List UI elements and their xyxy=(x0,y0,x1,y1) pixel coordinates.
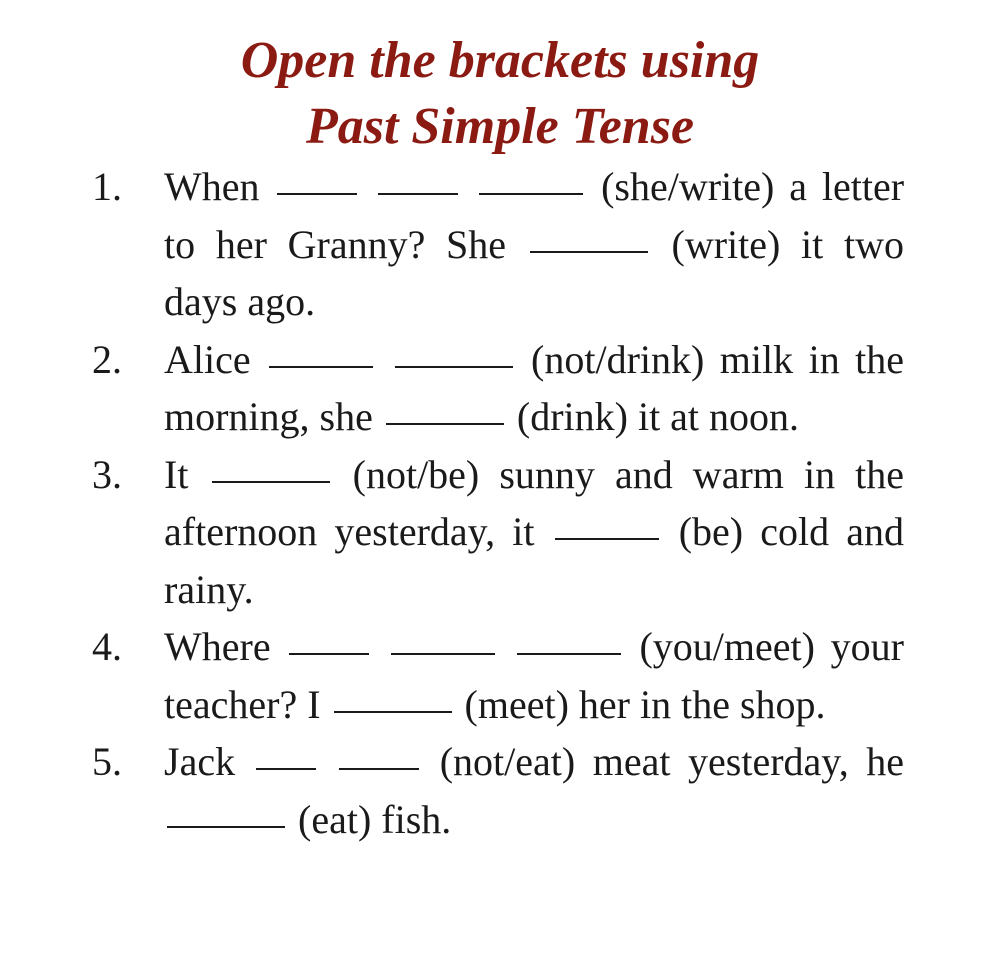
answer-blank[interactable] xyxy=(378,193,458,195)
answer-blank[interactable] xyxy=(517,653,621,655)
exercise-item-4 xyxy=(92,618,904,733)
item-text-segment: (not/be) sunny and warm in the afternoon yesterday, it xyxy=(164,451,905,554)
item-number: 2. xyxy=(92,336,122,382)
answer-blank[interactable] xyxy=(479,193,583,195)
exercise-list xyxy=(92,158,904,848)
exercise-item-1 xyxy=(92,158,904,331)
item-number: 1. xyxy=(92,164,122,209)
item-text-segment: (you/meet) your teacher? I xyxy=(164,624,904,727)
answer-blank[interactable] xyxy=(395,366,513,368)
item-text-segment: (meet) her in the shop. xyxy=(464,681,826,727)
item-text-segment: (she/write) a letter to her Granny? She xyxy=(164,164,905,267)
answer-blank[interactable] xyxy=(212,481,330,483)
exercise-item-3 xyxy=(92,446,904,619)
item-text-segment: (be) cold and rainy. xyxy=(164,509,905,612)
item-text-segment: (not/drink) milk in the morning, she xyxy=(164,336,905,439)
exercise-item-5 xyxy=(92,733,904,848)
answer-blank[interactable] xyxy=(530,251,648,253)
item-text-segment: Alice xyxy=(164,336,251,382)
item-text-segment: It xyxy=(164,451,189,497)
item-text-segment: (eat) fish. xyxy=(298,796,452,842)
title-line-2: Past Simple Tense xyxy=(305,98,695,155)
item-number: 3. xyxy=(92,451,122,497)
worksheet-title xyxy=(0,28,1000,160)
item-number: 4. xyxy=(92,624,122,669)
title-line-1: Open the brackets using xyxy=(240,32,760,89)
answer-blank[interactable] xyxy=(334,711,452,713)
item-text-segment: When xyxy=(164,164,260,209)
answer-blank[interactable] xyxy=(289,653,369,655)
item-text-segment: Where xyxy=(164,624,271,669)
item-text-segment: (write) it two days ago. xyxy=(164,221,904,324)
answer-blank[interactable] xyxy=(555,538,659,540)
answer-blank[interactable] xyxy=(167,826,285,828)
answer-blank[interactable] xyxy=(386,423,504,425)
item-number: 5. xyxy=(92,739,122,784)
answer-blank[interactable] xyxy=(269,366,373,368)
item-text-segment: Jack xyxy=(164,739,236,784)
exercise-item-2 xyxy=(92,331,904,446)
item-text-segment: (not/eat) meat yesterday, he xyxy=(439,739,904,784)
answer-blank[interactable] xyxy=(339,768,419,770)
answer-blank[interactable] xyxy=(391,653,495,655)
answer-blank[interactable] xyxy=(256,768,316,770)
item-text-segment: (drink) it at noon. xyxy=(516,394,800,439)
answer-blank[interactable] xyxy=(277,193,357,195)
